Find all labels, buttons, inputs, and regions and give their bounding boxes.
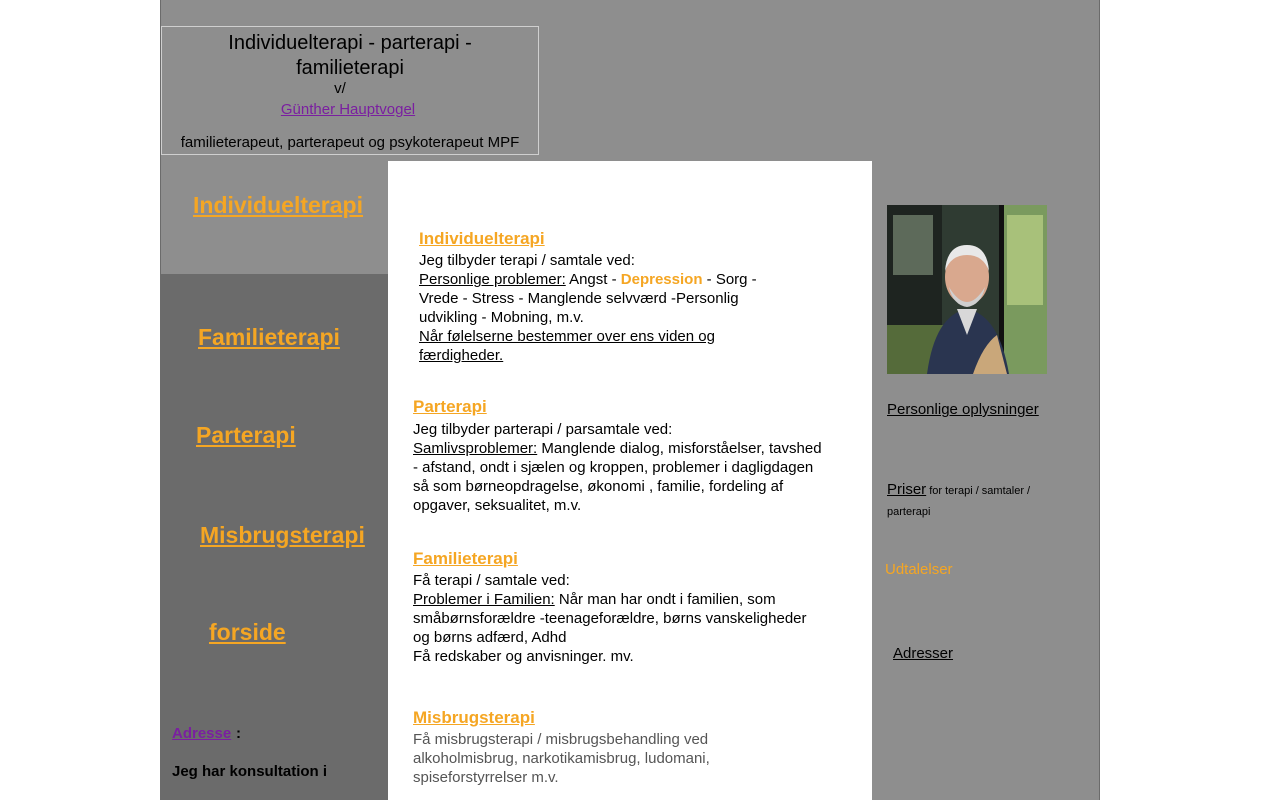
therapist-role: familieterapeut, parterapeut og psykoterapeut MPF [180, 134, 520, 151]
main-content [388, 161, 872, 800]
nav-couple[interactable]: Parterapi [196, 422, 296, 448]
site-header [161, 26, 539, 155]
individual-body [419, 251, 799, 365]
addresses-link[interactable]: Adresser [893, 645, 954, 662]
addiction-heading[interactable]: Misbrugsterapi [413, 708, 535, 727]
couple-text: Manglende dialog, misforståelser, tavshed - afstand, ondt i sjælen og kroppen, problemer i dagligdagen så som børneopdragelse, økonomi , familie, fordeling af opgaver, seksualitet, m.v. [413, 440, 822, 514]
couple-problems [413, 439, 823, 515]
couple-heading[interactable]: Parterapi [413, 397, 487, 416]
address-link[interactable]: Adresse [172, 725, 232, 742]
prices-note: for terapi / samtaler / parterapi [887, 485, 1031, 518]
nav-addiction[interactable]: Misbrugsterapi [200, 522, 365, 548]
individual-label: Personlige problemer: [419, 271, 566, 288]
therapist-photo-image [887, 205, 1047, 374]
family-extra: Få redskaber og anvisninger. mv. [413, 648, 634, 665]
individual-feelings: Når følelserne bestemmer over ens viden og færdigheder. [419, 328, 715, 364]
site-title-line2: familieterapi [296, 57, 404, 79]
family-heading[interactable]: Familieterapi [413, 549, 518, 568]
family-text: Når man har ondt i familien, som småbørnsforældre -teenageforældre, børns vanskeligheder og børns adfærd, Adhd [413, 591, 807, 646]
prices-link[interactable]: Priser [887, 481, 927, 498]
personal-info-link[interactable]: Personlige oplysninger [887, 401, 1039, 418]
family-problems [413, 590, 813, 647]
consultation-text: Jeg har konsultation i [172, 763, 328, 780]
individual-text-a: Angst - [565, 271, 621, 288]
therapist-photo [887, 205, 1047, 374]
nav-home[interactable]: forside [209, 619, 286, 645]
addiction-text: Få misbrugsterapi / misbrugsbehandling ved alkoholmisbrug, narkotikamisbrug, ludomani, spiseforstyrrelser m.v. [413, 731, 710, 786]
couple-body [413, 420, 823, 515]
statements-link[interactable]: Udtalelser [885, 561, 953, 578]
site-title [162, 31, 538, 81]
nav-individual[interactable]: Individuelterapi [193, 192, 363, 218]
couple-intro: Jeg tilbyder parterapi / parsamtale ved: [413, 421, 673, 438]
prices-block [887, 480, 1057, 522]
therapist-name-link[interactable]: Günther Hauptvogel [280, 101, 416, 118]
individual-problems [419, 270, 799, 327]
address-colon: : [236, 725, 241, 742]
depression-highlight: Depression [620, 271, 703, 288]
nav-family[interactable]: Familieterapi [198, 324, 340, 350]
individual-heading[interactable]: Individuelterapi [419, 229, 545, 248]
family-body [413, 571, 813, 666]
by-label: v/ [334, 80, 346, 97]
individual-text-b: - Sorg - Vrede - Stress - Manglende selvværd -Personlig udvikling - Mobning, m.v. [419, 271, 757, 326]
couple-label: Samlivsproblemer: [413, 440, 538, 457]
family-label: Problemer i Familien: [413, 591, 555, 608]
individual-intro: Jeg tilbyder terapi / samtale ved: [419, 252, 635, 269]
family-intro: Få terapi / samtale ved: [413, 572, 570, 589]
site-title-line1: Individuelterapi - parterapi - [228, 32, 472, 54]
